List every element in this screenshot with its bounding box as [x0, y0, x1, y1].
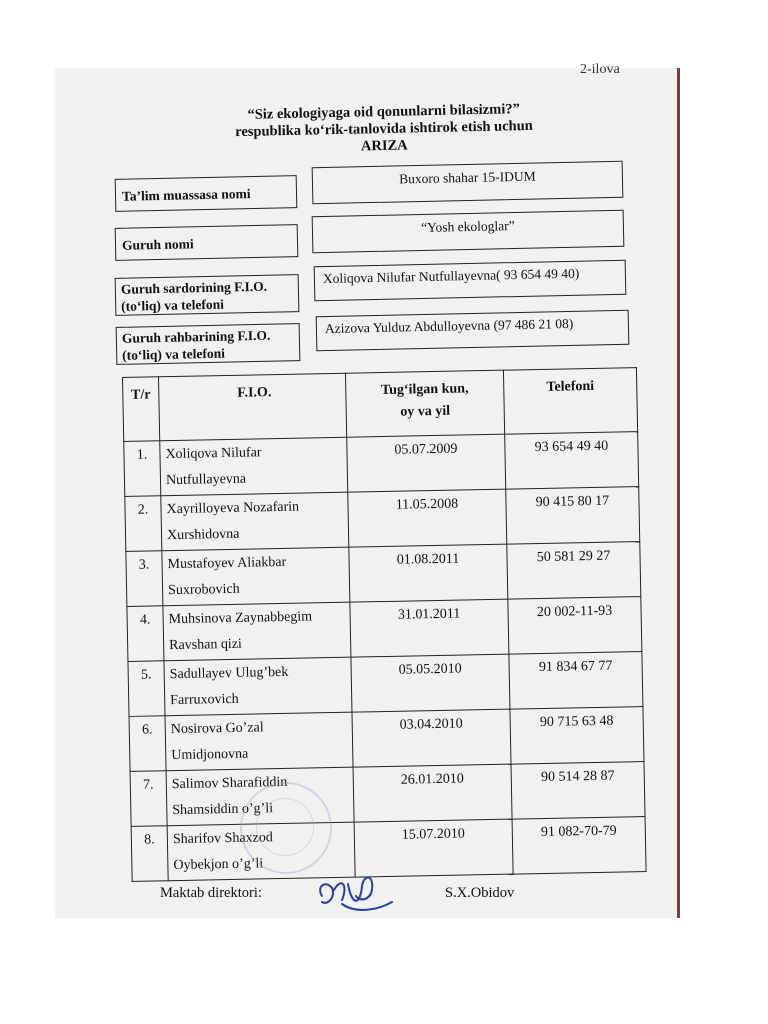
school-seal [240, 782, 332, 874]
director-name: S.X.Obidov [445, 885, 515, 901]
row-phone: 50 581 29 27 [507, 542, 641, 600]
supervisor-label-box [116, 323, 301, 365]
row-number: 5. [128, 661, 165, 717]
supervisor-value-box [316, 310, 630, 352]
title-line-1: “Siz ekologiyaga oid qonunlarni bilasizmi?” [247, 101, 520, 123]
row-phone: 90 415 80 17 [506, 487, 640, 545]
row-phone: 91 834 67 77 [509, 652, 643, 710]
row-name-line-1: Mustafoyev Aliakbar [167, 554, 287, 573]
row-name [160, 437, 348, 496]
director-signature [312, 866, 402, 916]
row-phone: 20 002-11-93 [508, 597, 642, 655]
leader-value-box [314, 260, 627, 302]
group-name-value-box [312, 210, 625, 254]
row-phone: 90 715 63 48 [510, 707, 644, 765]
leader-label-line-2: (to‘liq) va telefoni [121, 296, 225, 314]
row-birthdate: 31.01.2011 [350, 599, 509, 657]
row-number: 4. [127, 606, 164, 662]
row-name-line-2: Oybekjon o’g’li [173, 856, 264, 874]
row-number: 6. [129, 716, 166, 772]
table-row [127, 597, 642, 662]
row-name-line-2: Umidjonovna [171, 746, 249, 764]
row-number: 7. [130, 771, 167, 827]
row-name-line-2: Nutfullayevna [165, 471, 247, 489]
row-name [161, 492, 349, 551]
row-name [165, 712, 353, 771]
leader-label-line-1: Guruh sardorining F.I.O. [120, 278, 268, 297]
institution-label-box [115, 175, 298, 212]
table-header-row [123, 368, 638, 442]
row-birthdate: 05.07.2009 [347, 434, 506, 492]
row-name-line-1: Salimov Sharafiddin [171, 774, 288, 793]
row-number: 2. [125, 496, 162, 552]
row-number: 8. [131, 826, 168, 882]
row-name-line-1: Xoliqova Nilufar [165, 445, 262, 463]
supervisor-label-line-1: Guruh rahbarining F.I.O. [121, 327, 271, 346]
row-name-line-2: Xurshidovna [166, 526, 240, 544]
table-row [130, 762, 645, 827]
leader-value: Xoliqova Nilufar Nutfullayevna( 93 654 49 40) [322, 265, 580, 287]
leader-label-box [115, 274, 300, 316]
header-birthdate [345, 370, 504, 437]
row-name-line-1: Xayrilloyeva Nozafarin [166, 499, 300, 518]
header-birthdate-line-1: Tug‘ilgan kun, [380, 381, 469, 399]
group-name-value: “Yosh ekologlar” [420, 218, 515, 235]
institution-value-box [312, 161, 624, 205]
title-line-3: ARIZA [360, 137, 408, 155]
institution-value: Buxoro shahar 15-IDUM [399, 168, 536, 187]
leader-label [116, 275, 299, 315]
row-number: 3. [126, 551, 163, 607]
header-name: F.I.O. [159, 373, 347, 441]
institution-label: Ta’lim muassasa nomi [121, 186, 251, 204]
director-label: Maktab direktori: [160, 885, 262, 901]
row-phone: 91 082-70-79 [512, 817, 646, 875]
supervisor-value: Azizova Yulduz Abdulloyevna (97 486 21 08) [324, 315, 574, 337]
table-row [125, 487, 640, 552]
header-phone: Telefoni [503, 368, 637, 435]
row-birthdate: 03.04.2010 [352, 709, 511, 767]
table-row [126, 542, 641, 607]
row-number: 1. [124, 441, 161, 497]
row-name [162, 547, 350, 606]
table-row [124, 432, 639, 497]
row-name-line-1: Sharifov Shaxzod [172, 830, 273, 848]
row-name-line-2: Ravshan qizi [169, 636, 243, 654]
row-name [164, 657, 352, 716]
row-phone: 90 514 28 87 [511, 762, 645, 820]
row-name-line-1: Nosirova Go’zal [170, 720, 264, 738]
row-birthdate: 01.08.2011 [349, 544, 508, 602]
row-name-line-2: Shamsiddin o’g’li [172, 801, 274, 819]
supervisor-label-line-2: (to‘liq) va telefoni [122, 345, 226, 363]
header-number: T/r [123, 377, 160, 442]
row-name-line-2: Farruxovich [170, 691, 239, 709]
group-name-label-box [115, 224, 299, 261]
row-name-line-1: Sadullayev Ulug’bek [169, 664, 289, 683]
row-birthdate: 05.05.2010 [351, 654, 510, 712]
row-name-line-2: Suxrobovich [167, 581, 240, 599]
row-name [163, 602, 351, 661]
group-name-label: Guruh nomi [121, 236, 194, 253]
participants-table [122, 367, 647, 882]
row-name-line-1: Muhsinova Zaynabbegim [168, 609, 313, 628]
table-row [128, 652, 643, 717]
annex-label: 2-ilova [580, 62, 620, 77]
table-row [129, 707, 644, 772]
supervisor-label [117, 324, 300, 364]
header-birthdate-line-2: oy va yil [400, 403, 451, 420]
row-birthdate: 26.01.2010 [353, 764, 512, 822]
title-line-2: respublika ko‘rik-tanlovida ishtirok etish uchun [235, 117, 533, 141]
row-birthdate: 15.07.2010 [354, 819, 513, 877]
row-phone: 93 654 49 40 [505, 432, 639, 490]
row-birthdate: 11.05.2008 [348, 489, 507, 547]
